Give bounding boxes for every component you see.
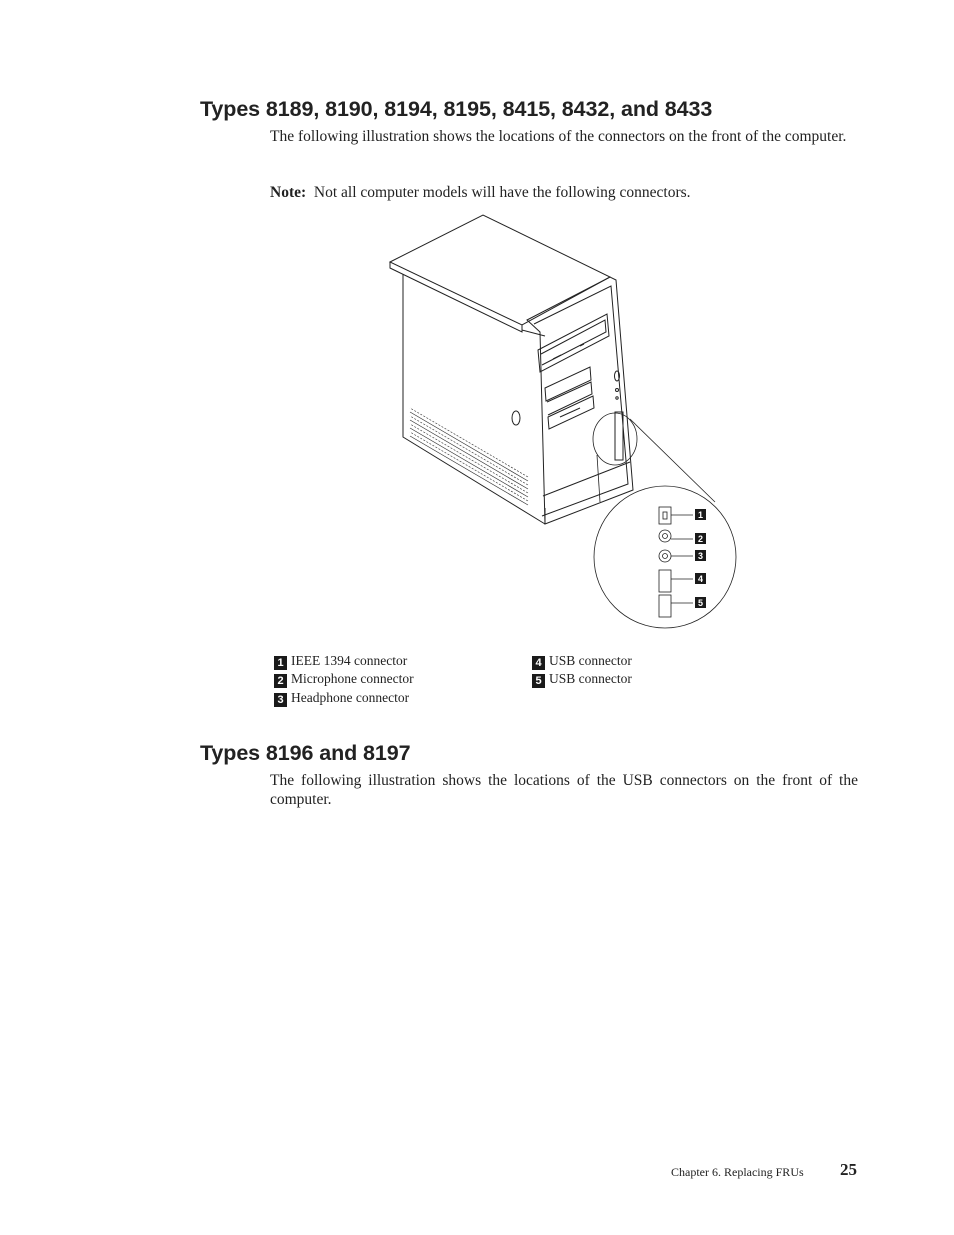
callout-2: 2 xyxy=(697,534,704,544)
footer-chapter: Chapter 6. Replacing FRUs xyxy=(671,1165,804,1179)
legend-number-1: 1 xyxy=(274,656,287,670)
callout-3: 3 xyxy=(697,551,704,561)
legend-label-2: Microphone connector xyxy=(291,671,414,686)
legend-label-1: IEEE 1394 connector xyxy=(291,653,408,668)
section-heading-types-8189: Types 8189, 8190, 8194, 8195, 8415, 8432, and 8433 xyxy=(200,97,713,121)
legend-item-2 xyxy=(274,671,414,688)
legend-label-4: USB connector xyxy=(549,653,632,668)
callout-4: 4 xyxy=(697,574,704,584)
callout-1: 1 xyxy=(697,510,704,520)
note-text: Not all computer models will have the following connectors. xyxy=(313,184,691,201)
section1-intro: The following illustration shows the locations of the connectors on the front of the computer. xyxy=(270,128,847,145)
section-heading-types-8196: Types 8196 and 8197 xyxy=(200,741,411,765)
legend-label-3: Headphone connector xyxy=(291,690,410,705)
legend-item-3 xyxy=(274,690,409,707)
legend-item-1 xyxy=(274,653,407,670)
note-label: Note: xyxy=(270,184,307,201)
legend-item-5 xyxy=(532,671,632,688)
legend-number-3: 3 xyxy=(274,693,287,707)
legend-number-2: 2 xyxy=(274,674,287,688)
computer-tower-drawing xyxy=(385,212,745,632)
section2-intro: The following illustration shows the locations of the USB connectors on the front of the computer. xyxy=(270,772,858,808)
legend-item-4 xyxy=(532,653,632,670)
callout-5: 5 xyxy=(697,598,704,608)
front-connectors-illustration xyxy=(385,212,745,632)
page-number: 25 xyxy=(840,1160,857,1179)
note-paragraph xyxy=(270,183,858,202)
legend-label-5: USB connector xyxy=(549,671,632,686)
legend-number-4: 4 xyxy=(532,656,545,670)
legend-number-5: 5 xyxy=(532,674,545,688)
